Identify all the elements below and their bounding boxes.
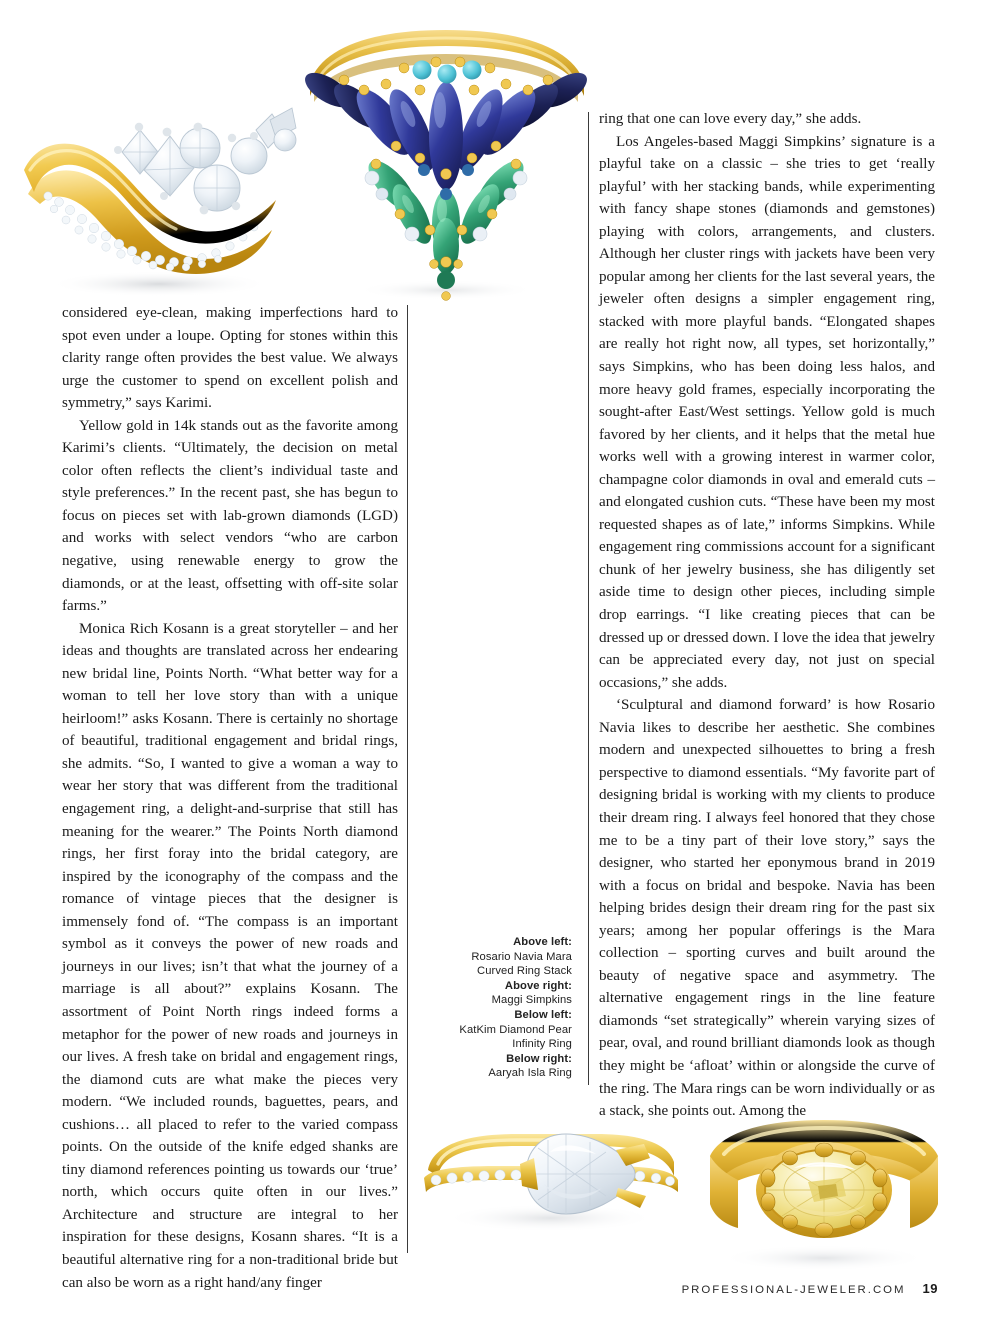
column-rule-left [407, 305, 408, 1253]
paragraph: Los Angeles-based Maggi Simpkins’ signature is a playful take on a classic – she tries to get ‘really playful’ with her stacking bands, while experimenting with fancy shape stones (diamonds and gemstones) playing with colors, arrangements, and clusters. Although her cluster rings with jackets have been very popular among her clients for the last several years, the jeweler often designs a simpler engagement ring, stacked with more playful bands. “Elongated shapes are really hot right now, all types, set horizontally,” says Simpkins, who has been doing less halos, and more heavy gold frames, especially incorporating the sought-after East/West settings. Yellow gold is much favored by her clients, and it helps that the metal hue works well with a growing interest in warmer color, champagne color diamonds in oval and emerald cuts – and elongated cushion cuts. “These have been my most requested shapes as of late,” informs Simpkins. While engagement ring commissions account for a significant chunk of her jewelry business, she has diligently set aside time to design other pieces, including simple drop earrings. “I like creating pieces that can be dressed up or dressed down. I love the idea that jewelry can be appreciated every day, not just on special occasions,” she adds. [599, 133, 935, 691]
caption-value-below-right-1: Aaryah Isla Ring [488, 1067, 572, 1080]
caption-label-below-right: Below right: [506, 1052, 572, 1065]
caption-value-below-left-1: KatKim Diamond Pear [459, 1023, 572, 1036]
page-footer [682, 1281, 938, 1296]
photo-aaryah-isla-ring [690, 1100, 958, 1282]
paragraph: considered eye-clean, making imperfections hard to spot even under a loupe. Opting for stones within this clarity range often provides the best value. We always urge the customer to spend on excellent polish and symmetry,” says Karimi. [62, 305, 398, 412]
caption-label-above-left: Above left: [513, 936, 572, 948]
article-column-left [62, 302, 398, 1294]
paragraph: ring that one can love every day,” she adds. [599, 111, 862, 127]
caption-value-below-left-2: Infinity Ring [512, 1038, 572, 1051]
article-column-right [599, 108, 935, 1123]
caption-label-below-left: Below left: [514, 1008, 572, 1021]
column-rule-right [588, 112, 589, 1085]
caption-value-above-right-1: Maggi Simpkins [491, 994, 572, 1007]
footer-website: PROFESSIONAL-JEWELER.COM [681, 1284, 906, 1296]
photo-rosario-navia-curved-ring-stack [4, 78, 304, 302]
caption-label-above-right: Above right: [504, 979, 572, 992]
photo-maggi-simpkins-cluster-ring [300, 18, 592, 312]
photo-caption-block [420, 935, 572, 1081]
paragraph: Yellow gold in 14k stands out as the favorite among Karimi’s clients. “Ultimately, the decision on metal color often reflects the client’s individual taste and style preferences.” In the recent past, she has begun to focus on pieces set with lab-grown diamonds (LGD) and works with select vendors “who are carbon negative, using renewable energy to grow the diamonds, or at the least, offsetting with off-site solar farms.” [62, 417, 398, 615]
caption-value-above-left-2: Curved Ring Stack [477, 965, 572, 978]
paragraph: Monica Rich Kosann is a great storyteller – and her ideas and thoughts are translated across her endearing new bridal line, Points North. “What better way for a woman to tell her love story than with a unique heirloom!” asks Kosann. There is certainly no shortage of beautiful, traditional engagement and bridal rings, she admits. “So, I wanted to give a woman a way to wear her story that was different from the traditional engagement ring, a delight-and-surprise that still has meaning for the wearer.” The Points North diamond rings, her first foray into the bridal category, are inspired by the iconography of the compass and the romance of vintage pieces that the designer is immensely fond of. “The compass is an important symbol as it conveys the power of new roads and journeys in our lives; isn’t that what the journey of a marriage is all about?” explains Kosann. The assortment of Point North rings indeed forms a metaphor for the power of new roads and journeys in our lives. A fresh take on bridal and engagement rings, the diamond cuts are what make the pieces very modern. “We included rounds, baguettes, pears, and cushions… all placed to refer to the varied compass points. On the outside of the knife edged shanks are tiny diamond references pointing us towards our ‘true’ north, which occurs quite often in our lives.” Architecture and structure are integral to her inspiration for these designs, Kosann shares. “It is a beautiful alternative ring for a non-traditional bride but can also be worn as a right hand/any finger [62, 620, 398, 1291]
footer-page-number: 19 [922, 1281, 938, 1296]
paragraph: ‘Sculptural and diamond forward’ is how Rosario Navia likes to describe her aesthetic. She combines modern and unexpected silhouettes to bring a fresh perspective to diamond essentials. “My favorite part of designing bridal is working with my clients to produce their dream ring. I always feel honored that they chose me to be a tiny part of their love story,” says the designer, who started her eponymous brand in 2019 with a focus on bridal and bespoke. Navia has been helping brides design their dream ring for the past six years; among her popular offerings is the Mara collection – sporting curves and built around the beauty of negative space and asymmetry. The alternative engagement rings in the line feature diamonds “set strategically” wherein varying sizes of pear, oval, and round brilliant diamonds look as though they might be ‘afloat’ within or alongside the curve of the ring. The Mara rings can be worn individually or as a stack, she points out. Among the [599, 697, 935, 1120]
caption-value-above-left-1: Rosario Navia Mara [471, 950, 572, 963]
